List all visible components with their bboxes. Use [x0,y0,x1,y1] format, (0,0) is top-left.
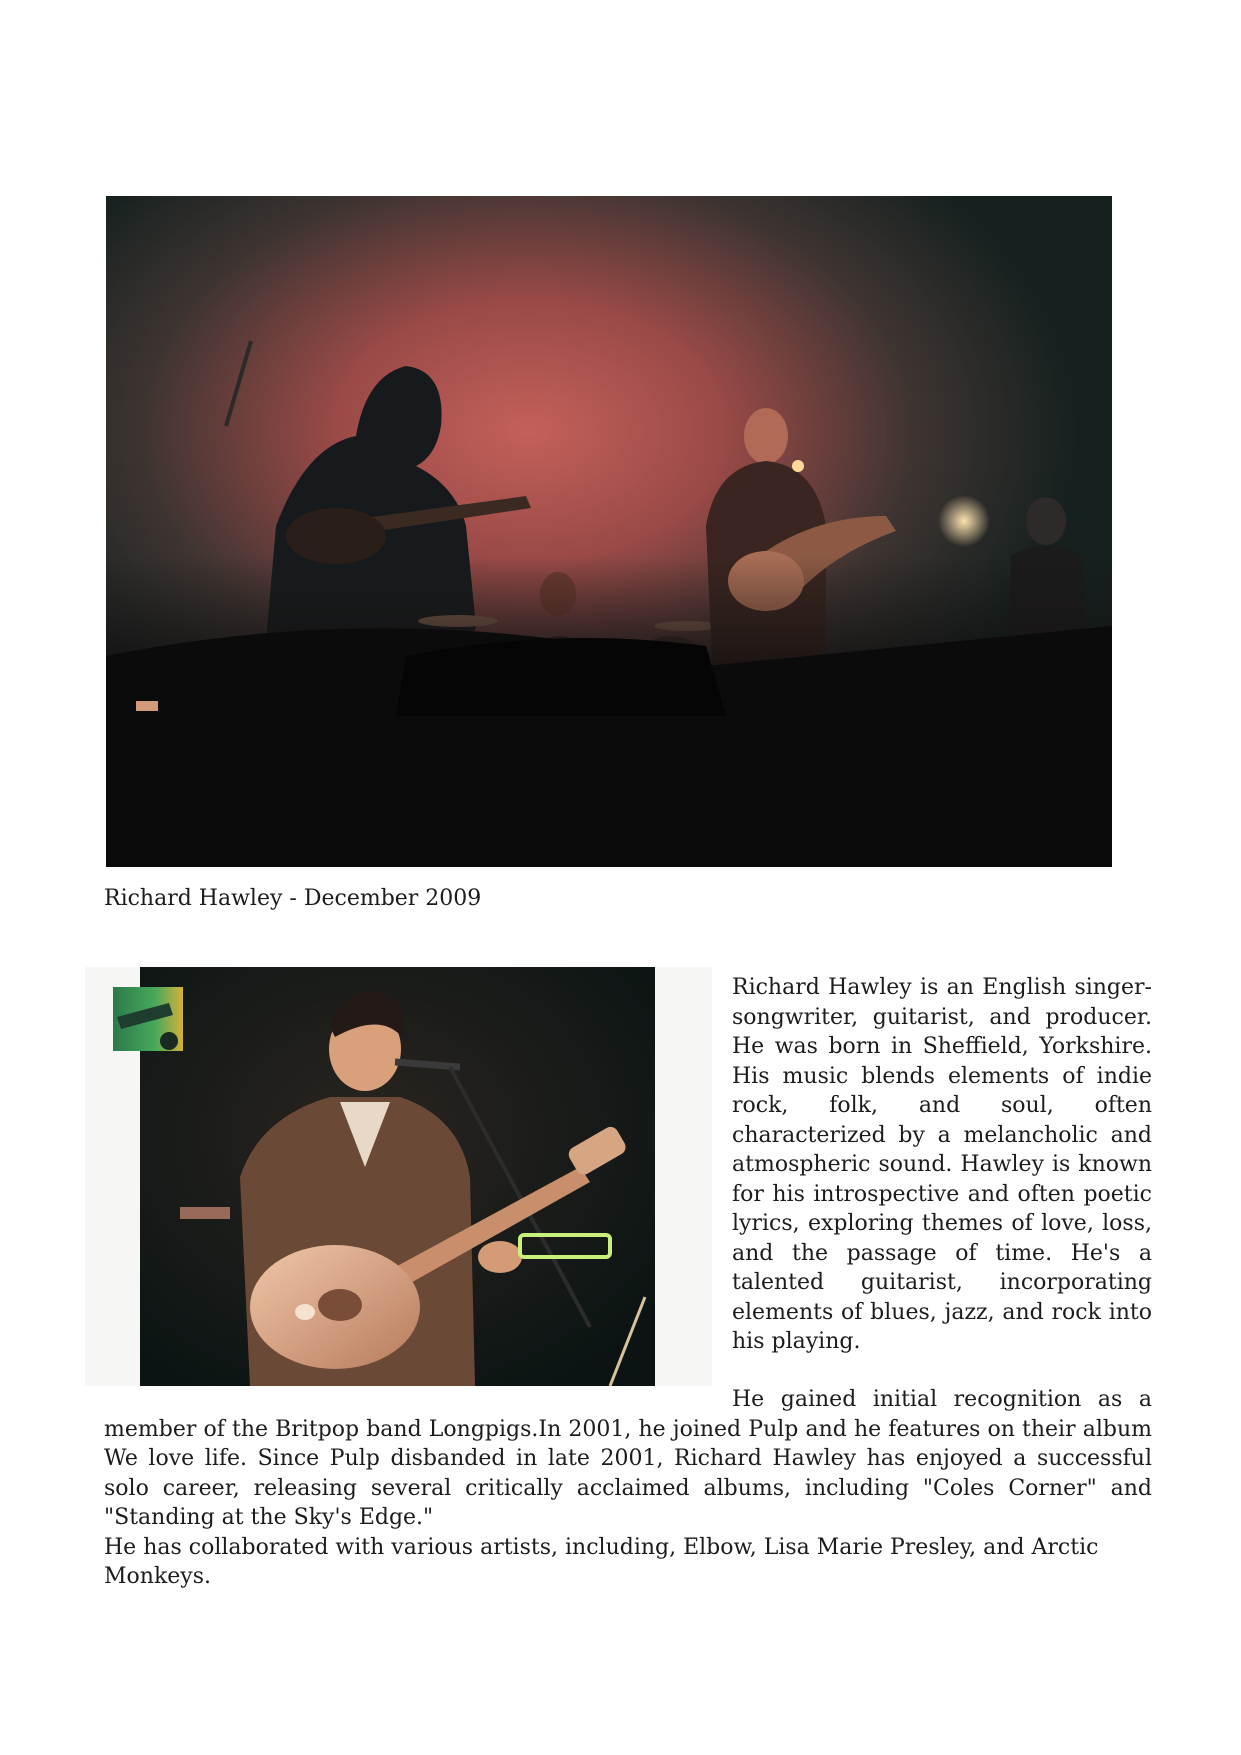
biography-career-paragraph: He gained initial recognition as a member of the Britpop band Longpigs.In 2001, he joined Pulp and he features on their album We love life. Since Pulp disbanded in late 2001, Richard Hawley has enjoyed a successful solo career, releasing several critically acclaimed albums, including "Coles Corner" and "Standing at the Sky's Edge." [104,1387,1152,1530]
biography-intro-paragraph: Richard Hawley is an English singer-songwriter, guitarist, and producer. He was born in Sheffield, Yorkshire. His music blends elements of indie rock, folk, and soul, often characterized by a melancholic and atmospheric sound. Hawley is known for his introspective and often poetic lyrics, exploring themes of love, loss, and the passage of time. He's a talented guitarist, incorporating elements of blues, jazz, and rock into his playing. [732,975,1152,1354]
singer-guitar-photo [140,967,655,1386]
concert-photo-image [106,196,1112,867]
biography-body [104,1385,1152,1592]
singer-photo-frame [85,967,712,1386]
richard-hawley-logo-badge [113,987,183,1051]
concert-photo [106,196,1112,867]
singer-guitar-image [140,967,655,1386]
logo-badge-image [113,987,183,1051]
biography-collaborations-line: He has collaborated with various artists, including, Elbow, Lisa Marie Presley, and Arctic Monkeys. [104,1534,1099,1589]
photo-caption: Richard Hawley - December 2009 [104,886,482,911]
biography-column [732,973,1152,1357]
